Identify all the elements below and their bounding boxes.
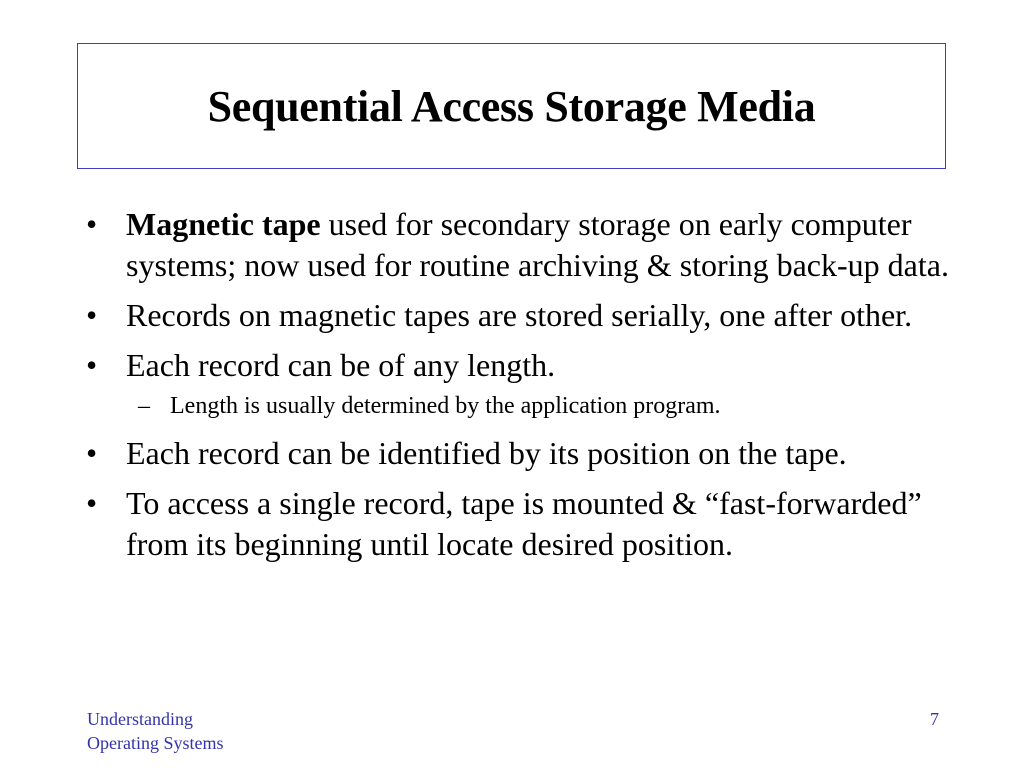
footer-line: Understanding bbox=[87, 709, 193, 729]
bullet-text: Each record can be of any length. bbox=[126, 347, 556, 383]
bullet-item bbox=[86, 483, 966, 565]
title-box bbox=[77, 43, 946, 169]
bullet-list bbox=[86, 204, 966, 574]
bullet-text: Each record can be identified by its position on the tape. bbox=[126, 435, 847, 471]
sub-bullet-marker: – bbox=[138, 393, 150, 419]
bullet-text: To access a single record, tape is mounted & “fast-forwarded” from its beginning until locate desired position. bbox=[126, 485, 922, 562]
footer-course-title bbox=[87, 707, 224, 755]
bullet-text: Records on magnetic tapes are stored serially, one after other. bbox=[126, 297, 913, 333]
bullet-marker: • bbox=[86, 206, 98, 242]
bullet-marker: • bbox=[86, 347, 98, 383]
bullet-marker: • bbox=[86, 297, 98, 333]
bullet-marker: • bbox=[86, 485, 98, 521]
sub-bullet-item bbox=[86, 391, 966, 421]
footer-line: Operating Systems bbox=[87, 733, 224, 753]
bullet-text: used for secondary storage on early computer systems; now used for routine archiving & storing back-up data. bbox=[126, 206, 949, 283]
page-number: 7 bbox=[930, 709, 939, 729]
bullet-item bbox=[86, 433, 966, 474]
bullet-item bbox=[86, 345, 966, 386]
bullet-bold-term: Magnetic tape bbox=[126, 206, 321, 242]
bullet-item bbox=[86, 204, 966, 286]
bullet-item bbox=[86, 295, 966, 336]
slide-title: Sequential Access Storage Media bbox=[207, 81, 816, 131]
bullet-marker: • bbox=[86, 435, 98, 471]
sub-bullet-text: Length is usually determined by the application program. bbox=[170, 393, 721, 419]
